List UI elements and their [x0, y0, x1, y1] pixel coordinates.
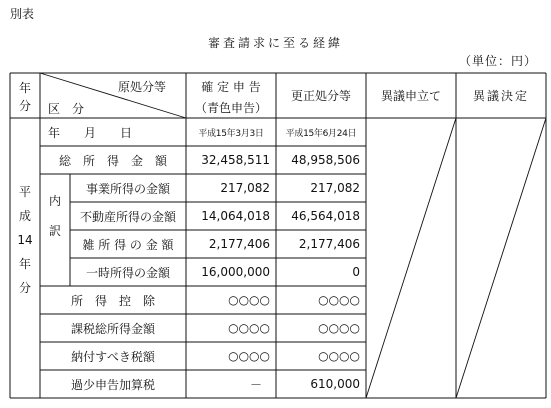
row-misc-income-label: 雑 所 得 の 金 額: [82, 237, 174, 252]
row-real-estate-income-label: 不動産所得の金額: [79, 209, 176, 224]
row-penalty-tax-confirmed: －: [249, 377, 262, 392]
row-business-income-confirmed: 217,082: [220, 181, 270, 195]
row-tax-payable-correction: ○○○○: [318, 349, 360, 363]
row-temporary-income-correction: 0: [352, 265, 360, 279]
row-deduction-label: 所 得 控 除: [70, 293, 155, 308]
row-date-label: 年 月 日: [48, 125, 133, 140]
row-total-income-confirmed: 32,458,511: [201, 153, 270, 167]
row-misc-income-correction: 2,177,406: [298, 237, 360, 251]
header-decision: 異議決定: [472, 89, 529, 103]
row-tax-payable-label: 納付すべき税額: [71, 349, 155, 364]
row-taxable-income-correction: ○○○○: [318, 321, 360, 335]
row-date-correction: 平成15年6月24日: [285, 128, 357, 139]
annex-label: 別表: [10, 7, 35, 21]
row-deduction-correction: ○○○○: [318, 293, 360, 307]
header-objection: 異議申立て: [380, 89, 441, 103]
row-business-income-label: 事業所得の金額: [85, 181, 170, 196]
row-temporary-income-confirmed: 16,000,000: [201, 265, 270, 279]
unit-label: （単位：円）: [458, 54, 537, 68]
header-corner-bottom: 区 分: [48, 102, 85, 116]
header-nen: 年: [18, 81, 31, 95]
row-taxable-income-confirmed: ○○○○: [228, 321, 270, 335]
row-penalty-tax-label: 過少申告加算税: [70, 377, 155, 392]
row-penalty-tax-correction: 610,000: [310, 377, 360, 391]
header-correction: 更正処分等: [290, 89, 351, 103]
row-real-estate-income-confirmed: 14,064,018: [201, 209, 270, 223]
header-confirmed-line1: 確 定 申 告: [201, 80, 261, 94]
row-total-income-correction: 48,958,506: [291, 153, 360, 167]
breakdown-label: 内 訳: [48, 194, 61, 238]
row-deduction-confirmed: ○○○○: [228, 293, 270, 307]
row-tax-payable-confirmed: ○○○○: [228, 349, 270, 363]
period-label: 平 成 14 年 分: [17, 185, 33, 295]
row-total-income-label: 総 所 得 金 額: [58, 153, 167, 168]
header-bun: 分: [18, 99, 31, 113]
document-title: 審査請求に至る経緯: [207, 36, 343, 50]
row-real-estate-income-correction: 46,564,018: [291, 209, 360, 223]
row-business-income-correction: 217,082: [310, 181, 360, 195]
header-corner-top: 原処分等: [118, 80, 167, 94]
row-taxable-income-label: 課税総所得金額: [70, 321, 155, 336]
header-confirmed-line2: （青色申告）: [194, 101, 267, 115]
row-date-confirmed: 平成15年3月3日: [198, 128, 264, 139]
row-misc-income-confirmed: 2,177,406: [208, 237, 270, 251]
row-temporary-income-label: 一時所得の金額: [85, 265, 170, 280]
